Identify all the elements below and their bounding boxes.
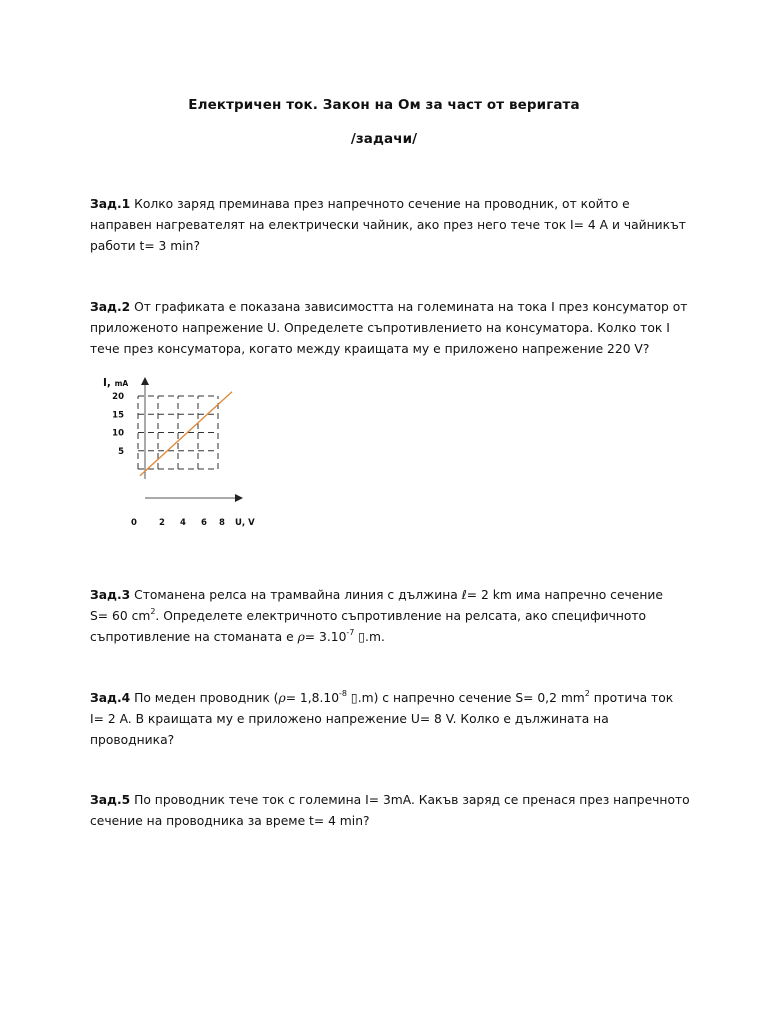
x-axis-label: U, V (235, 518, 255, 528)
task-5 (90, 790, 690, 832)
task-1-line-3: работи t= 3 min? (90, 239, 200, 253)
task-3-label: Зад.3 (90, 588, 131, 602)
y-tick-labels (112, 392, 124, 457)
task-1 (90, 194, 690, 257)
x-tick-label: 2 (159, 518, 165, 528)
task-2-label: Зад.2 (90, 300, 131, 314)
task-1-label: Зад.1 (90, 197, 131, 211)
task-2-line-3: тече през консуматора, когато между краищата му е приложено напрежение 220 V? (90, 342, 650, 356)
x-tick-label: 8 (219, 518, 225, 528)
task-1-line-2: направен нагревателят на електрически чайник, ако през него тече ток I= 4 A и чайникът (90, 218, 686, 232)
x-tick-label: 0 (131, 518, 137, 528)
x-tick-label: 4 (180, 518, 186, 528)
current-voltage-graph (90, 368, 270, 533)
task-1-line-1: Зад.1 Колко заряд преминава през напречното сечение на проводник, от който е (90, 197, 630, 211)
y-tick-label: 20 (112, 392, 124, 402)
task-3 (90, 585, 690, 648)
graph-grid (138, 396, 218, 469)
task-2 (90, 297, 690, 360)
task-4-line-3: проводника? (90, 733, 175, 747)
y-axis-label: I, mA (103, 377, 129, 389)
y-tick-label: 10 (112, 428, 124, 439)
x-tick-label: 6 (201, 518, 207, 528)
task-4 (90, 688, 690, 751)
task-4-label: Зад.4 (90, 691, 131, 705)
task-4-line-1: Зад.4 По меден проводник ($\rho= 1,8.10^{-8}$ ▯.m) с напречно сечение S= 0,2 $mm^2$ протича ток (90, 688, 674, 705)
task-2-line-1: Зад.2 От графиката е показана зависимостта на големината на тока I през консуматор от (90, 300, 688, 314)
task-3-line-1: Зад.3 Стоманена релса на трамвайна линия с дължина ℓ= 2 km има напречно сечение (90, 588, 663, 602)
task-3-line-2: S= 60 $cm^2$. Определете електричното съпротивление на релсата, ако специфичното (90, 606, 647, 623)
y-tick-label: 15 (112, 410, 124, 421)
task-5-line-2: сечение на проводника за време t= 4 min? (90, 814, 370, 828)
rho-symbol: ρ (278, 691, 286, 705)
task-2-line-2: приложеното напрежение U. Определете съпротивлението на консуматора. Колко ток I (90, 321, 670, 335)
x-tick-labels (131, 518, 225, 528)
task-4-line-2: I= 2 A. В краищата му е приложено напрежение U= 8 V. Колко е дължината на (90, 712, 609, 726)
page-subtitle: /задачи/ (350, 131, 418, 147)
task-3-line-3: съпротивление на стоманата е $\rho= 3.10^{-7}$ ▯.m. (90, 627, 385, 644)
page-title: Електричен ток. Закон на Ом за част от веригата (188, 97, 580, 113)
task-5-label: Зад.5 (90, 793, 131, 807)
task-5-line-1: Зад.5 По проводник тече ток с големина I= 3mA. Какъв заряд се пренася през напречното (90, 793, 690, 807)
y-tick-label: 5 (118, 446, 124, 457)
rho-symbol: ρ (297, 630, 305, 644)
